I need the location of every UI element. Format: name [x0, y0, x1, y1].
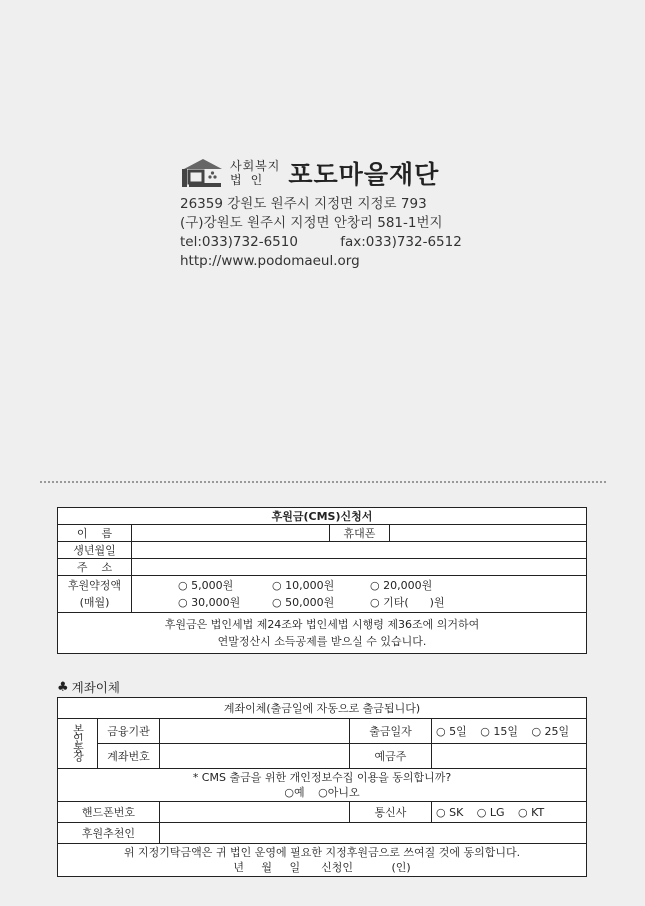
mobile-label: 핸드폰번호	[58, 802, 160, 823]
privacy-consent	[58, 769, 587, 802]
name-label: 이 름	[58, 525, 132, 542]
birth-field[interactable]	[132, 542, 587, 559]
tax-note-line1: 후원금은 법인세법 제24조와 법인세법 시행령 제36조에 의거하여	[164, 618, 480, 631]
name-field[interactable]	[132, 525, 330, 542]
carrier-options	[432, 802, 587, 823]
withdraw-option-15[interactable]: ○ 15일	[480, 725, 518, 738]
holder-label: 예금주	[350, 744, 432, 769]
amount-option-50000[interactable]: ○ 50,000원	[272, 596, 335, 609]
address-label: 주 소	[58, 559, 132, 576]
phone-fax-line	[180, 233, 480, 252]
contact-block	[180, 195, 480, 271]
amount-label-line1: 후원약정액	[67, 579, 122, 592]
club-icon: ♣	[57, 679, 69, 695]
org-type-line2: 법인	[230, 173, 272, 187]
amount-label-line2: (매월)	[79, 596, 110, 609]
logo-row	[180, 155, 480, 191]
birth-label: 생년월일	[58, 542, 132, 559]
carrier-label: 통신사	[350, 802, 432, 823]
carrier-option-kt[interactable]: ○ KT	[518, 805, 545, 819]
amount-option-30000[interactable]: ○ 30,000원	[178, 596, 241, 609]
amount-option-10000[interactable]: ○ 10,000원	[272, 579, 335, 592]
referrer-field[interactable]	[160, 823, 587, 844]
withdraw-option-5[interactable]: ○ 5일	[436, 725, 467, 738]
amount-option-5000[interactable]: ○ 5,000원	[178, 579, 234, 592]
letterhead	[180, 155, 480, 271]
consent-options	[62, 785, 582, 800]
tax-deduction-note	[58, 613, 587, 654]
consent-yes[interactable]: ○예	[284, 786, 305, 799]
cms-application-form	[57, 507, 587, 654]
consent-question: * CMS 출금을 위한 개인정보수집 이용을 동의합니까?	[192, 771, 452, 784]
withdraw-date-options	[432, 719, 587, 744]
address-field[interactable]	[132, 559, 587, 576]
amount-options	[132, 576, 587, 613]
carrier-option-sk[interactable]: ○ SK	[436, 805, 464, 819]
holder-field[interactable]	[432, 744, 587, 769]
amount-option-20000[interactable]: ○ 20,000원	[370, 579, 433, 592]
tax-note-line2: 연말정산시 소득공제를 받으실 수 있습니다.	[217, 635, 427, 648]
transfer-header-note: 계좌이체(출금일에 자동으로 출금됩니다)	[58, 698, 587, 719]
account-label: 계좌번호	[98, 744, 160, 769]
foundation-logo-icon	[180, 157, 226, 189]
address-old: (구)강원도 원주시 지정면 안창리 581-1번지	[180, 215, 443, 231]
final-agreement	[58, 844, 587, 877]
form-title: 후원금(CMS)신청서	[58, 508, 587, 525]
org-type-line1: 사회복지	[230, 159, 281, 173]
withdraw-date-label: 출금일자	[350, 719, 432, 744]
withdraw-option-25[interactable]: ○ 25일	[531, 725, 570, 738]
transfer-section-heading	[57, 678, 120, 696]
fax-number: fax:033)732-6512	[340, 234, 462, 250]
bank-field[interactable]	[160, 719, 350, 744]
carrier-option-lg[interactable]: ○ LG	[476, 805, 505, 819]
consent-no[interactable]: ○아니오	[318, 786, 360, 799]
amount-option-other[interactable]: ○ 기타( )원	[370, 596, 445, 609]
signature-line[interactable]: 년 월 일 신청인 (인)	[233, 861, 411, 874]
bank-transfer-form	[57, 697, 587, 877]
cut-line-divider	[40, 481, 606, 483]
amount-options-row1	[136, 577, 582, 594]
org-name: 포도마을재단	[288, 160, 440, 189]
account-field[interactable]	[160, 744, 350, 769]
phone-label: 휴대폰	[330, 525, 390, 542]
amount-label	[58, 576, 132, 613]
transfer-section-title: 계좌이체	[71, 680, 120, 695]
principal-account-text: 본인통장	[71, 724, 85, 760]
org-type	[230, 159, 280, 187]
agreement-text: 위 지정기탁금액은 귀 법인 운영에 필요한 지정후원금으로 쓰여질 것에 동의합니다.	[123, 846, 521, 859]
mobile-field[interactable]	[160, 802, 350, 823]
amount-options-row2	[136, 594, 582, 611]
principal-account-label	[58, 719, 98, 769]
website-link[interactable]: http://www.podomaeul.org	[180, 253, 360, 269]
bank-label: 금융기관	[98, 719, 160, 744]
address-new: 26359 강원도 원주시 지정면 지정로 793	[180, 196, 427, 212]
phone-field[interactable]	[390, 525, 587, 542]
tel-number: tel:033)732-6510	[180, 234, 298, 250]
referrer-label: 후원추천인	[58, 823, 160, 844]
